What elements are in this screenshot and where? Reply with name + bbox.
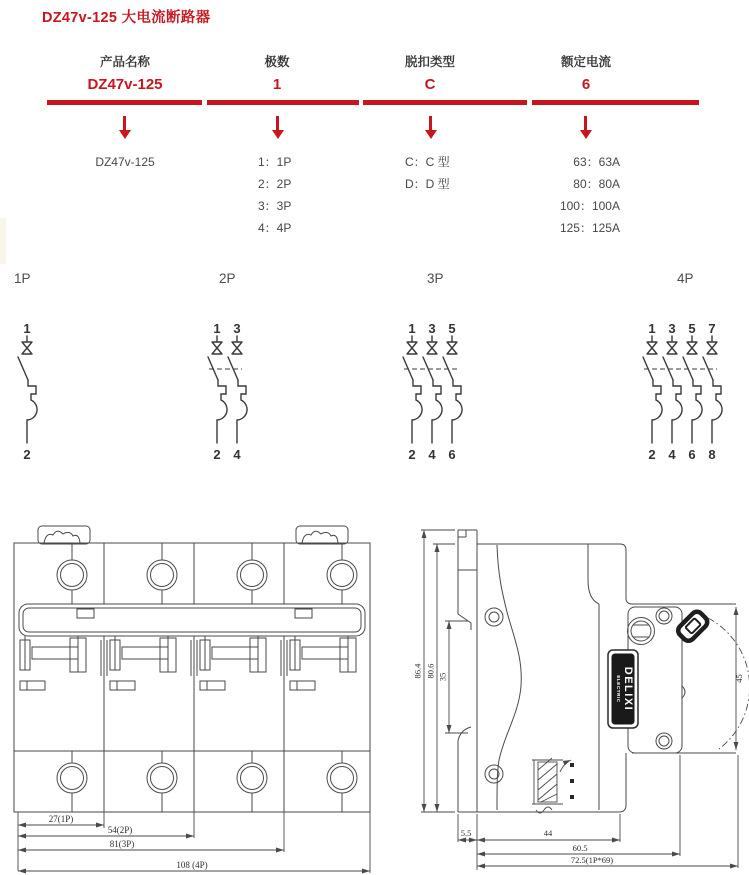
- dim-height-body: 80.6: [425, 663, 436, 679]
- dim-din-slot: 35: [437, 672, 448, 682]
- terminal-number: 6: [688, 447, 696, 462]
- dim-plate-depth: 5.5: [460, 828, 472, 838]
- terminal-screws-bottom: [57, 751, 357, 812]
- terminal-number: 6: [448, 447, 456, 462]
- terminal-number: 1: [648, 321, 656, 336]
- dim-height-overall: 86.4: [412, 663, 423, 679]
- page-edge-artifact: [0, 218, 6, 264]
- col-header-poles: 极数: [264, 55, 290, 69]
- code-trip-type: C: [424, 76, 436, 93]
- dim-width-4p: 108 (4P): [176, 860, 208, 870]
- dim-width-3p: 81(3P): [109, 839, 135, 849]
- wiring-label-3p: 3P: [427, 271, 444, 286]
- dim-width-2p: 54(2P): [107, 825, 133, 835]
- option-line: 3：3P: [258, 199, 292, 213]
- dim-width-1p: 27(1P): [48, 814, 74, 824]
- diagram-2p: [208, 321, 247, 462]
- terminal-number: 1: [23, 321, 31, 336]
- terminal-number: 5: [448, 321, 456, 336]
- din-clip-detail: [532, 758, 574, 813]
- toggle-handle: [676, 609, 710, 643]
- page-title: DZ47v-125 大电流断路器: [42, 10, 211, 26]
- option-line: DZ47v-125: [95, 155, 155, 169]
- underline-bar: [532, 100, 699, 105]
- terminal-number: 1: [213, 321, 221, 336]
- terminal-number: 4: [668, 447, 676, 462]
- terminal-number: 4: [428, 447, 436, 462]
- option-line: 2：2P: [258, 177, 292, 191]
- terminal-number: 5: [688, 321, 696, 336]
- terminal-number: 7: [708, 321, 716, 336]
- terminal-number: 3: [233, 321, 241, 336]
- option-line: 100：100A: [559, 199, 620, 213]
- option-line: D：D 型: [405, 177, 450, 191]
- option-line: 1：1P: [258, 155, 292, 169]
- option-line: 80：80A: [573, 177, 620, 191]
- side-view-drawing: [400, 518, 749, 875]
- option-line: 4：4P: [258, 221, 292, 235]
- terminal-number: 1: [408, 321, 416, 336]
- diagram-4p: [643, 321, 722, 462]
- wiring-label-1p: 1P: [14, 271, 31, 286]
- case-outline: [458, 544, 736, 812]
- underline-bar: [363, 100, 527, 105]
- terminal-number: 2: [213, 447, 221, 462]
- wiring-diagrams: [0, 300, 749, 470]
- underline-bar: [207, 100, 359, 105]
- col-header-rated-current: 额定电流: [560, 55, 611, 69]
- underline-bar: [47, 100, 202, 105]
- brand-text: DELIXI: [622, 666, 634, 712]
- terminal-number: 2: [648, 447, 656, 462]
- mounting-tabs: [38, 526, 348, 544]
- front-view-drawing: [0, 518, 400, 875]
- handle-tie-bar: [19, 604, 365, 636]
- dim-front-depth: 60.5: [572, 843, 588, 853]
- terminal-number: 4: [233, 447, 241, 462]
- code-poles: 1: [272, 76, 282, 93]
- breaker-body: [14, 543, 370, 812]
- wiring-label-2p: 2P: [219, 271, 236, 286]
- down-arrow-icon: [423, 116, 438, 139]
- options-rated-current: [500, 151, 620, 239]
- diagram-3p: [403, 321, 462, 462]
- down-arrow-icon: [578, 116, 593, 139]
- brand-subtext: ELECTRIC: [616, 675, 621, 703]
- col-header-product-name: 产品名称: [99, 55, 150, 69]
- terminal-number: 3: [668, 321, 676, 336]
- wiring-label-4p: 4P: [677, 271, 694, 286]
- dim-handle-zone: 45: [734, 674, 744, 683]
- col-header-trip-type: 脱扣类型: [404, 55, 455, 69]
- terminal-screws-top: [57, 543, 357, 604]
- option-line: 125：125A: [559, 221, 620, 235]
- terminal-number: 2: [408, 447, 416, 462]
- din-back-plate: [458, 530, 477, 812]
- terminal-number: 3: [428, 321, 436, 336]
- down-arrow-icon: [117, 116, 132, 139]
- options-trip-type: [405, 151, 450, 195]
- terminal-number: 8: [708, 447, 716, 462]
- code-rated-current: 6: [581, 76, 591, 93]
- pole-rockers: [20, 636, 356, 690]
- options-product-name: [45, 151, 205, 173]
- side-dimensions: [421, 530, 738, 870]
- dim-case-depth: 44: [543, 828, 553, 838]
- terminal-number: 2: [23, 447, 31, 462]
- options-poles: [258, 151, 291, 239]
- diagram-1p: [18, 321, 37, 462]
- dim-total-depth: 72.5(1P*69): [570, 855, 614, 865]
- option-line: C：C 型: [405, 155, 450, 169]
- down-arrow-icon: [270, 116, 285, 139]
- option-line: 63：63A: [573, 155, 620, 169]
- code-product-name: DZ47v-125: [87, 76, 163, 93]
